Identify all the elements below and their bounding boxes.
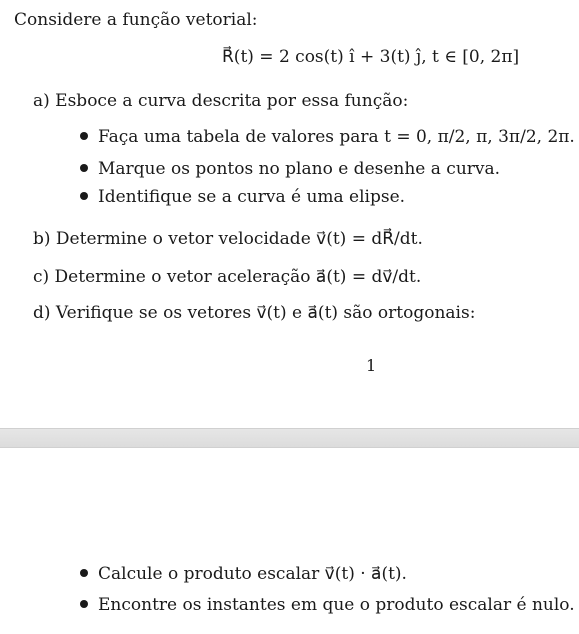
vector-function-equation: R⃗(t) = 2 cos(t) î + 3(t) ĵ, t ∈ [0, 2π] <box>222 47 520 67</box>
item-b: b) Determine o vetor velocidade v⃗(t) = dR⃗/dt. <box>33 229 423 249</box>
bullet-a-3 <box>80 186 405 208</box>
page-separator <box>0 428 579 448</box>
item-a: a) Esboce a curva descrita por essa função: <box>33 91 409 111</box>
bullet-dot <box>80 132 88 140</box>
bullet-d-1 <box>80 563 407 585</box>
bullet-d-2 <box>80 594 575 616</box>
bullet-a-1 <box>80 126 575 148</box>
bullet-a-2 <box>80 158 500 180</box>
item-d: d) Verifique se os vetores v⃗(t) e a⃗(t) são ortogonais: <box>33 303 476 323</box>
intro-text: Considere a função vetorial: <box>14 10 258 30</box>
bullet-dot <box>80 192 88 200</box>
bullet-a-2-text: Marque os pontos no plano e desenhe a curva. <box>98 159 501 179</box>
page-number: 1 <box>366 356 377 375</box>
bullet-dot <box>80 569 88 577</box>
bullet-a-3-text: Identifique se a curva é uma elipse. <box>98 187 406 207</box>
bullet-a-1-text: Faça uma tabela de valores para t = 0, π/2, π, 3π/2, 2π. <box>98 127 575 147</box>
bullet-dot <box>80 164 88 172</box>
item-c: c) Determine o vetor aceleração a⃗(t) = dv⃗/dt. <box>33 267 422 287</box>
bullet-d-1-text: Calcule o produto escalar v⃗(t) · a⃗(t). <box>98 564 407 584</box>
bullet-dot <box>80 600 88 608</box>
bullet-d-2-text: Encontre os instantes em que o produto escalar é nulo. <box>98 595 575 615</box>
